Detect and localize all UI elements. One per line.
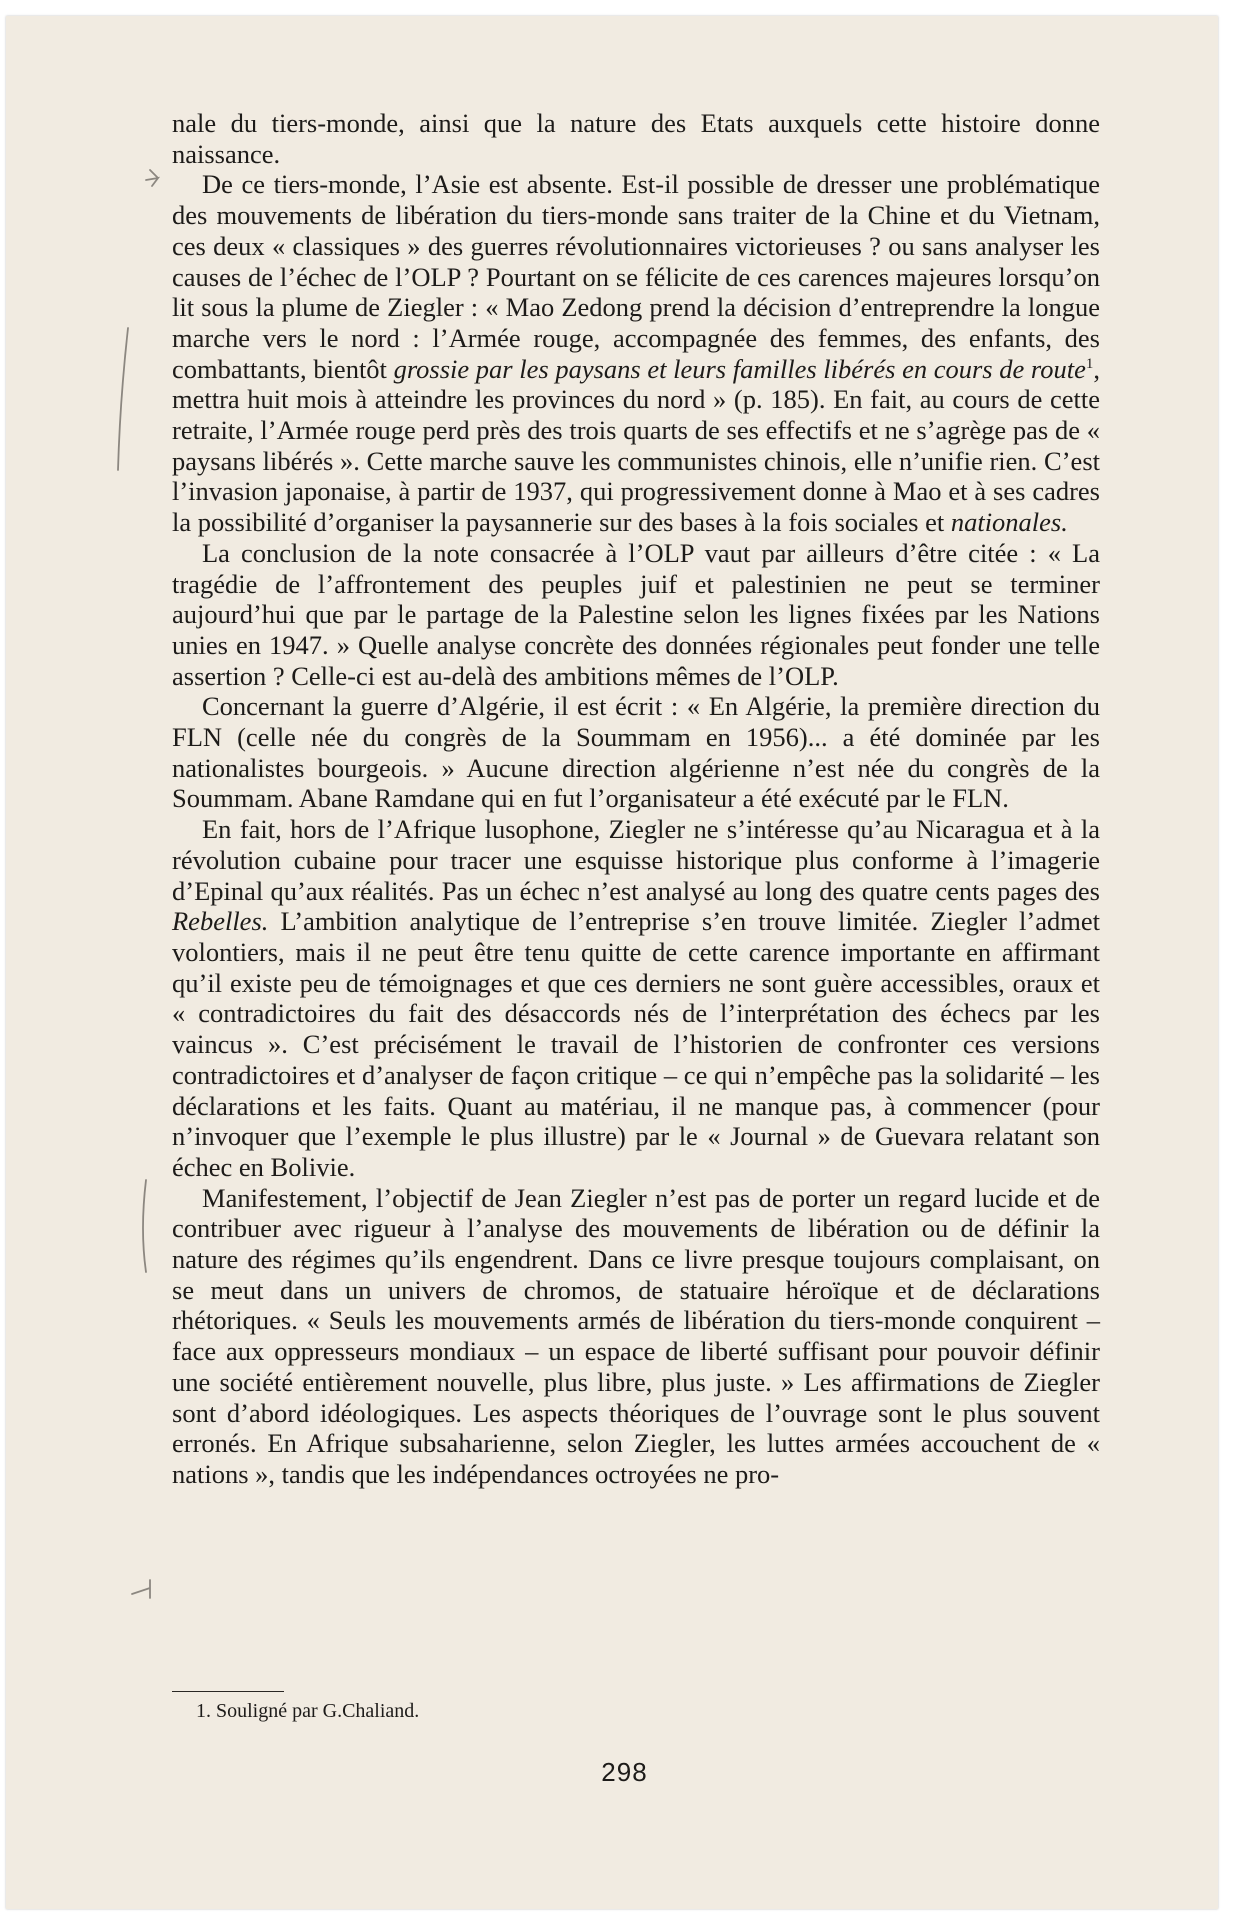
text-run: En fait, hors de l’Afrique lusophone, Ziegler ne s’intéresse qu’au Nicaragua et à la révolution cubaine pour tracer une esquisse historique plus conforme à l’imagerie d’Epinal qu’aux réalités. Pas un échec n’est analysé au long des quatre cents pages des — [172, 814, 1100, 906]
italic-text: Rebelles. — [172, 906, 269, 937]
footnote: 1. Souligné par G.Chaliand. — [196, 1700, 420, 1722]
page-number: 298 — [601, 1757, 648, 1787]
footnote-rule — [172, 1691, 284, 1692]
text-run: Manifestement, l’objectif de Jean Ziegler n’est pas de porter un regard lucide et de contribuer avec rigueur à l’analyse des mouvements de libération ou de définir la nature des régimes qu’ils engendrent. Dans ce livre presque toujours complaisant, on se meut dans un univers de chromos, de statuaire héroïque et de déclarations rhétoriques. « Seuls les mouvements armés de libération du tiers-monde conquirent – face aux oppresseurs mondiaux – un espace de liberté suffisant pour pouvoir définir une société entièrement nouvelle, plus libre, plus juste. » Les affirmations de Ziegler sont d’abord idéologiques. Les aspects théoriques de l’ouvrage sont le plus souvent erronés. En Afrique subsaharienne, selon Ziegler, les luttes armées accouchent de « nations », tandis que les indépendances octroyées ne pro- — [172, 1182, 1100, 1489]
paragraph — [172, 169, 1100, 537]
text-run: nale du tiers-monde, ainsi que la nature des Etats auxquels cette histoire donne naissance. — [172, 108, 1100, 169]
text-run: De ce tiers-monde, l’Asie est absente. Est-il possible de dresser une problématique des mouvements de libération du tiers-monde sans traiter de la Chine et du Vietnam, ces deux « classiques » des guerres révolutionnaires victorieuses ? ou sans analyser les causes de l’échec de l’OLP ? Pourtant on se félicite de ces carences majeures lorsqu’on lit sous la plume de Ziegler : « Mao Zedong prend la décision d’entreprendre la longue marche vers le nord : l’Armée rouge, accompagnée des femmes, des enfants, des combattants, bientôt — [172, 169, 1100, 384]
footnote-ref: 1 — [1085, 355, 1094, 372]
italic-text: grossie par les paysans et leurs familles libérés en cours de route — [393, 353, 1086, 384]
paragraph — [172, 1183, 1100, 1490]
paragraph — [172, 108, 1100, 169]
paragraph — [172, 814, 1100, 1182]
paragraph — [172, 691, 1100, 814]
text-run: , mettra huit mois à atteindre les provinces du nord » (p. 185). En fait, au cours de cette retraite, l’Armée rouge perd près des trois quarts de ses effectifs et ne s’agrège pas de « paysans libérés ». Cette marche sauve les communistes chinois, elle n’unifie rien. C’est l’invasion japonaise, à partir de 1937, qui progressivement donne à Mao et à ses cadres la possibilité d’organiser la paysannerie sur des bases à la fois sociales et — [172, 353, 1100, 538]
text-run: L’ambition analytique de l’entreprise s’en trouve limitée. Ziegler l’admet volontiers, mais il ne peut être tenu quitte de cette carence importante en affirmant qu’il existe peu de témoignages et que ces derniers ne sont guère accessibles, oraux et « contradictoires du fait des désaccords nés de l’interprétation des échecs par les vaincus ». C’est précisément le travail de l’historien de confronter ces versions contradictoires et d’analyser de façon critique – ce qui n’empêche pas la solidarité – les déclarations et les faits. Quant au matériau, il ne manque pas, à commencer (pour n’invoquer que l’exemple le plus illustre) par le « Journal » de Guevara relatant son échec en Bolivie. — [172, 906, 1100, 1182]
text-run: Concernant la guerre d’Algérie, il est écrit : « En Algérie, la première direction du FLN (celle née du congrès de la Soummam en 1956)... a été dominée par les nationalistes bourgeois. » Aucune direction algérienne n’est née du congrès de la Soummam. Abane Ramdane qui en fut l’organisateur a été exécuté par le FLN. — [172, 691, 1100, 814]
text-run: La conclusion de la note consacrée à l’OLP vaut par ailleurs d’être citée : « La tragédie de l’affrontement des peuples juif et palestinien ne peut se terminer aujourd’hui que par le partage de la Palestine selon les lignes fixées par les Nations unies en 1947. » Quelle analyse concrète des données régionales peut fonder une telle assertion ? Celle-ci est au-delà des ambitions mêmes de l’OLP. — [172, 537, 1100, 691]
body-text — [172, 108, 1100, 1490]
italic-text: nationales. — [950, 507, 1068, 538]
paragraph — [172, 538, 1100, 692]
